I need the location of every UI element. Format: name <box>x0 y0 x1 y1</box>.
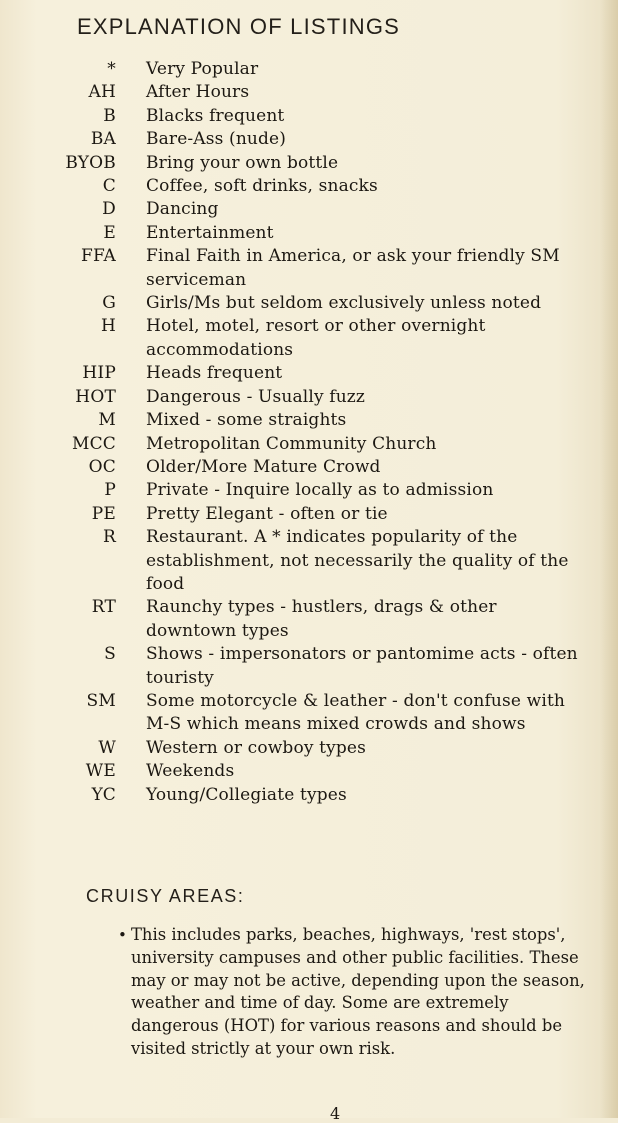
listing-code: W <box>98 737 116 758</box>
bullet-icon: • <box>118 926 127 944</box>
listing-description: Pretty Elegant - often or tie <box>146 503 388 524</box>
page-heading: EXPLANATION OF LISTINGS <box>77 14 401 39</box>
listing-description: Girls/Ms but seldom exclusively unless noted <box>146 293 542 314</box>
listing-entry <box>0 198 618 221</box>
listing-description: Very Popular <box>146 59 259 79</box>
listing-entry <box>0 128 618 151</box>
listing-entry <box>0 105 618 128</box>
listing-entry <box>0 292 618 315</box>
listing-entry <box>0 386 618 409</box>
listing-code: PE <box>91 503 116 524</box>
listing-code: H <box>100 316 116 337</box>
listing-entry <box>0 737 618 760</box>
listing-entry <box>0 175 618 198</box>
listing-code: S <box>104 644 116 665</box>
listing-entry <box>0 479 618 502</box>
listing-code: OC <box>88 456 116 477</box>
listing-code: FFA <box>81 246 116 267</box>
listing-description: Bring your own bottle <box>146 152 339 173</box>
listing-description: After Hours <box>146 82 250 103</box>
listing-entry <box>0 643 618 690</box>
listing-code: HIP <box>82 363 116 384</box>
listing-description: Private - Inquire locally as to admission <box>146 480 494 501</box>
listing-code: D <box>102 199 116 220</box>
listing-description: Metropolitan Community Church <box>146 433 437 454</box>
listing-entry <box>0 433 618 456</box>
listing-entry <box>0 784 618 807</box>
listing-code: RT <box>91 597 116 618</box>
listing-code: SM <box>86 690 116 711</box>
listing-code: M <box>98 410 116 431</box>
listing-entry <box>0 409 618 432</box>
listing-entry <box>0 760 618 783</box>
listing-code: AH <box>88 82 116 103</box>
listing-code: E <box>103 222 116 243</box>
listing-key-list <box>0 58 618 807</box>
listing-entry <box>0 315 618 362</box>
cruisy-areas-text: This includes parks, beaches, highways, 'rest stops', university campuses and other public facilities. These may or may not be active, depending upon the season, weather and time of day. Some are extremely dangerous (HOT) for various reasons and should be visited strictly at your own risk. <box>131 925 585 1058</box>
listing-description: Western or cowboy types <box>146 737 366 758</box>
listing-description: Shows - impersonators or pantomime acts - often touristy <box>146 644 578 688</box>
listing-code: MCC <box>71 433 116 454</box>
listing-code: BA <box>90 129 116 150</box>
listing-entry <box>0 222 618 245</box>
listing-entry <box>0 503 618 526</box>
listing-description: Raunchy types - hustlers, drags & other downtown types <box>146 597 497 641</box>
listing-description: Some motorcycle & leather - don't confuse with M-S which means mixed crowds and shows <box>146 690 566 735</box>
listing-description: Heads frequent <box>146 363 283 384</box>
listing-code: WE <box>85 761 116 782</box>
listing-code: BYOB <box>65 152 116 173</box>
listing-entry <box>0 58 618 81</box>
listing-description: Mixed - some straights <box>146 410 347 431</box>
listing-code: HOT <box>75 386 116 407</box>
listing-description: Coffee, soft drinks, snacks <box>146 176 378 197</box>
listing-description: Restaurant. A * indicates popularity of the establishment, not necessarily the quality of the food <box>146 527 569 594</box>
listing-description: Older/More Mature Crowd <box>146 456 381 477</box>
page-edge-shadow <box>600 0 618 1118</box>
listing-description: Final Faith in America, or ask your friendly SM serviceman <box>146 246 560 290</box>
listing-code: YC <box>91 784 116 805</box>
listing-entry <box>0 526 618 596</box>
listing-entry <box>0 596 618 643</box>
listing-entry <box>0 81 618 104</box>
listing-code: C <box>102 176 116 197</box>
listing-entry <box>0 245 618 292</box>
listing-code: * <box>107 59 116 79</box>
listing-description: Hotel, motel, resort or other overnight accommodations <box>146 316 486 360</box>
page-number: 4 <box>330 1104 341 1123</box>
listing-description: Dangerous - Usually fuzz <box>146 386 366 407</box>
listing-description: Dancing <box>146 199 219 220</box>
listing-code: B <box>103 105 116 126</box>
listing-description: Blacks frequent <box>146 105 285 126</box>
listing-code: R <box>103 527 116 548</box>
listing-code: G <box>102 293 116 314</box>
cruisy-areas-heading: CRUISY AREAS: <box>86 886 245 906</box>
listing-entry <box>0 690 618 737</box>
listing-description: Bare-Ass (nude) <box>146 129 287 150</box>
listing-entry <box>0 456 618 479</box>
cruisy-areas-paragraph <box>118 924 588 1061</box>
listing-code: P <box>104 480 116 501</box>
listing-description: Young/Collegiate types <box>146 784 347 805</box>
listing-description: Entertainment <box>146 222 274 243</box>
listing-description: Weekends <box>146 761 235 782</box>
listing-entry <box>0 152 618 175</box>
listing-entry <box>0 362 618 385</box>
